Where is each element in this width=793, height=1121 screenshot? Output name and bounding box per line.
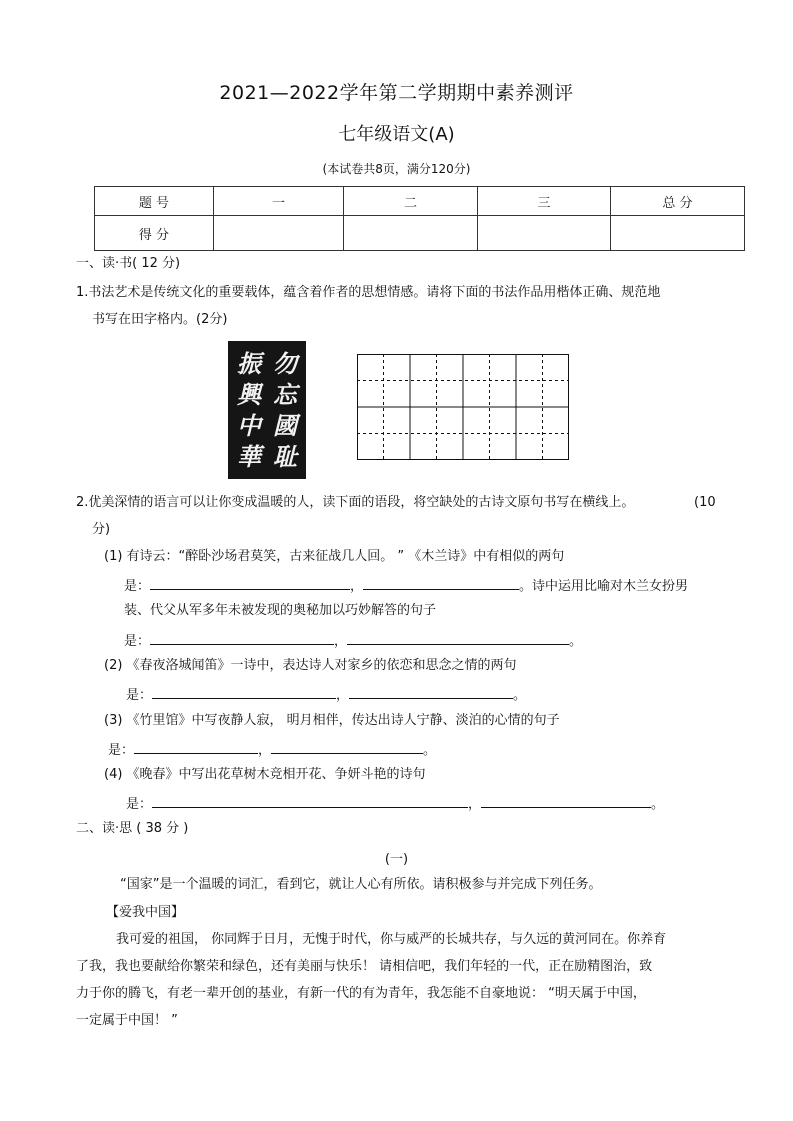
answer-suffix: 。 [423,743,437,758]
answer-blank[interactable] [134,739,258,754]
q2-points: (10 [694,495,716,510]
answer-suffix: 。 [513,688,527,703]
passage-line: 一定属于中国！ ” [76,1013,178,1028]
answer-suffix: 。 [569,634,583,649]
answer-sep: ， [350,579,364,594]
answer-prefix: 是： [124,579,151,594]
answer-blank[interactable] [150,630,334,645]
table-cell: 总 分 [611,187,745,216]
answer-blank[interactable] [150,575,350,590]
answer-blank[interactable] [481,793,651,808]
q2-s1-answer [124,575,688,596]
q1-line2: 书写在田字格内。(2分) [92,312,228,327]
q2-points-cont: 分) [92,522,111,537]
answer-sep: ， [468,797,482,812]
answer-prefix: 是： [126,797,153,812]
answer-blank[interactable] [152,793,468,808]
table-row [95,216,745,251]
table-cell: 二 [344,187,478,216]
q2-s3-answer [108,739,436,760]
section-mark: (一) [384,852,409,867]
tianzige-writing-grid[interactable] [357,354,569,460]
q2-s4-answer [126,793,664,814]
calligraphy-char: 國 [273,411,297,440]
table-cell: 三 [478,187,611,216]
answer-prefix: 是： [124,634,151,649]
q2-s1-line3: 装、代父从军多年未被发现的奥秘加以巧妙解答的句子 [124,603,437,618]
answer-blank[interactable] [152,684,336,699]
score-cell[interactable] [214,216,344,251]
table-row [95,187,745,216]
exam-note: (本试卷共8页，满分120分) [322,162,471,176]
passage-line: 我可爱的祖国， 你同辉于日月，无愧于时代，你与威严的长城共存，与久远的黄河同在。你养育 [116,932,667,947]
q2-line1: 2.优美深情的语言可以让你变成温暖的人，读下面的语段，将空缺处的古诗文原句书写在横线上。 [76,495,635,510]
answer-prefix: 是： [126,688,153,703]
q1-line1: 1.书法艺术是传统文化的重要载体，蕴含着作者的思想情感。请将下面的书法作品用楷体正确、规范地 [76,285,661,300]
calligraphy-char: 勿 [273,349,297,378]
answer-prefix: 是： [108,743,135,758]
exam-subtitle: 七年级语文(A) [338,124,455,145]
part2-subheading: 【爱我中国】 [106,905,185,920]
calligraphy-char: 振 [237,349,261,378]
q2-s1-intro: (1) 有诗云：“醉卧沙场君莫笑，古来征战几人回。 ” 《木兰诗》中有相似的两句 [104,549,565,564]
part2-heading: 二、读·思 ( 38 分 ) [76,821,189,836]
answer-suffix: 。 [651,797,665,812]
score-cell[interactable] [478,216,611,251]
answer-sep: ， [336,688,350,703]
calligraphy-char: 耻 [273,442,297,471]
answer-blank[interactable] [363,575,519,590]
exam-title: 2021—2022学年第二学期期中素养测评 [219,82,574,104]
score-cell[interactable] [344,216,478,251]
answer-blank[interactable] [347,630,569,645]
calligraphy-char: 中 [237,411,261,440]
part1-heading: 一、读·书( 12 分) [76,256,181,271]
score-cell[interactable] [611,216,745,251]
calligraphy-column-left [237,348,261,472]
q2-s2-answer [126,684,526,705]
calligraphy-column-right [273,348,297,472]
table-cell: 一 [214,187,344,216]
part2-intro: “国家”是一个温暖的词汇，看到它，就让人心有所依。请积极参与并完成下列任务。 [120,877,602,892]
q2-s1-answer-b [124,630,582,651]
score-table [94,186,745,251]
answer-suffix: 。诗中运用比喻对木兰女扮男 [519,579,689,594]
q2-s4-intro: (4) 《晚春》中写出花草树木竞相开花、争妍斗艳的诗句 [104,767,426,782]
calligraphy-char: 興 [237,380,261,409]
table-cell: 题 号 [95,187,214,216]
passage-line: 力于你的腾飞，有老一辈开创的基业，有新一代的有为青年，我怎能不自豪地说： “明天属于中国， [76,986,646,1001]
answer-blank[interactable] [271,739,423,754]
calligraphy-char: 華 [237,442,261,471]
calligraphy-artwork [228,341,306,479]
passage-line: 了我，我也要献给你繁荣和绿色，还有美丽与快乐！ 请相信吧，我们年轻的一代，正在励精图治，致 [76,959,653,974]
table-cell: 得 分 [95,216,214,251]
calligraphy-char: 忘 [273,380,297,409]
q2-s3-intro: (3) 《竹里馆》中写夜静人寂， 明月相伴，传达出诗人宁静、淡泊的心情的句子 [104,713,560,728]
answer-sep: ， [334,634,348,649]
answer-blank[interactable] [349,684,513,699]
q2-s2-intro: (2) 《春夜洛城闻笛》一诗中，表达诗人对家乡的依恋和思念之情的两句 [104,658,517,673]
answer-sep: ， [258,743,272,758]
